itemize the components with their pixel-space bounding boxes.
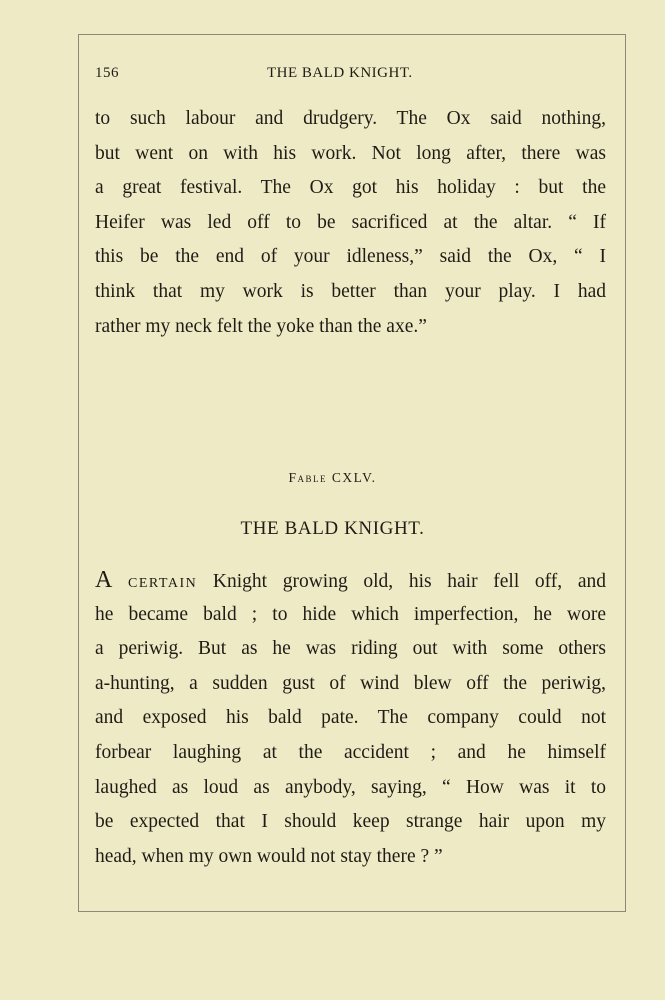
first-line-text: Knight growing old, his hair fell off, and xyxy=(212,571,606,592)
text-line: a great festival. The Ox got his holiday : but the xyxy=(95,177,606,199)
previous-fable-ending xyxy=(95,102,606,344)
text-line: but went on with his work. Not long after, there was xyxy=(95,142,606,164)
first-text-line xyxy=(95,563,606,598)
text-line: be expected that I should keep strange hair upon my xyxy=(95,811,606,833)
fable-number: Fable CXLV. xyxy=(288,470,377,485)
fable-title: THE BALD KNIGHT. xyxy=(240,518,425,539)
drop-cap: A xyxy=(95,567,113,593)
text-line: Heifer was led off to be sacrificed at the altar. “ If xyxy=(95,211,606,233)
text-line: head, when my own would not stay there ? ” xyxy=(95,845,443,867)
text-line: rather my neck felt the yoke than the axe.” xyxy=(95,315,427,337)
text-line: laughed as loud as anybody, saying, “ How was it to xyxy=(95,776,606,798)
text-line: a periwig. But as he was riding out with some others xyxy=(95,638,606,660)
text-line: to such labour and drudgery. The Ox said nothing, xyxy=(95,108,606,129)
text-line: a-hunting, a sudden gust of wind blew off the periwig, xyxy=(95,672,606,694)
text-line: think that my work is better than your play. I had xyxy=(95,280,606,302)
text-line: this be the end of your idleness,” said the Ox, “ I xyxy=(95,246,606,268)
text-line: he became bald ; to hide which imperfection, he wore xyxy=(95,603,606,625)
text-line: and exposed his bald pate. The company could not xyxy=(95,707,606,729)
page-number: 156 xyxy=(95,65,119,81)
small-caps-word: certain xyxy=(128,571,198,592)
running-title: THE BALD KNIGHT. xyxy=(267,65,413,81)
text-line: forbear laughing at the accident ; and he himself xyxy=(95,741,606,763)
fable-body xyxy=(95,563,606,874)
